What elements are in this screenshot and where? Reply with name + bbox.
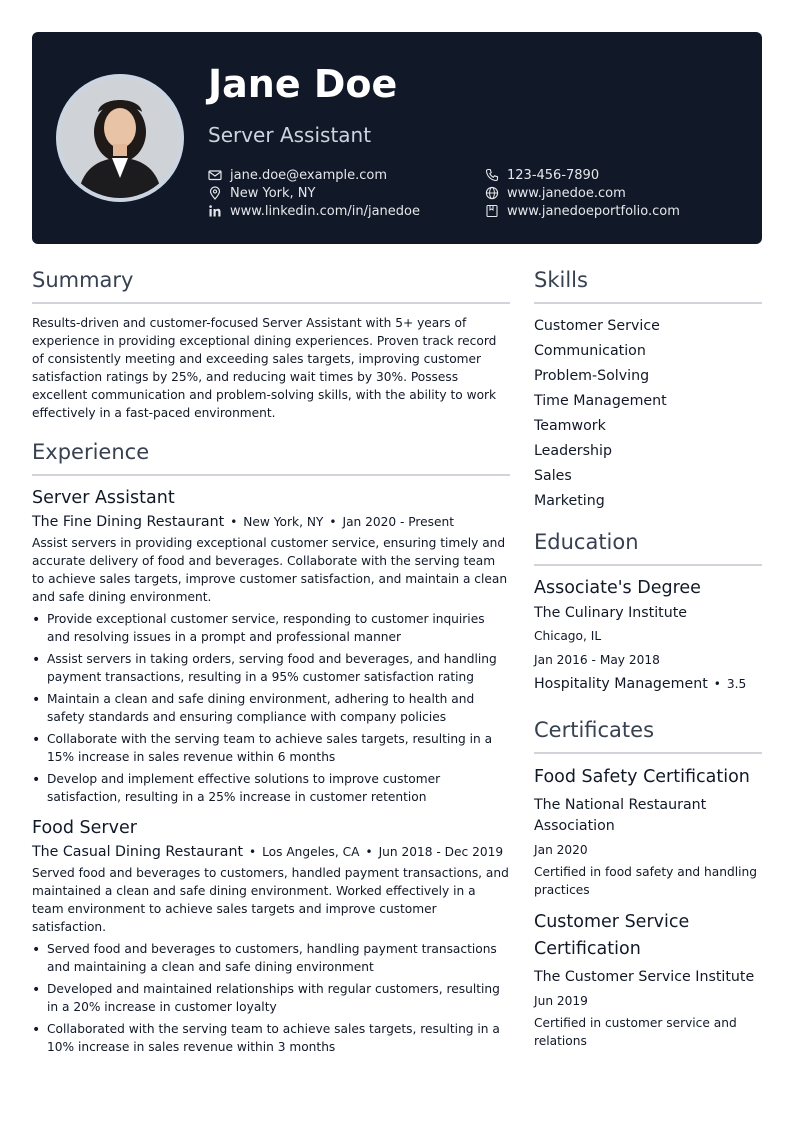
job-entry <box>32 818 510 1056</box>
contact-column-left <box>208 166 420 220</box>
education-gpa: 3.5 <box>726 677 747 691</box>
education-heading: Education <box>534 530 762 566</box>
list-item: • Collaborate with the serving team to achieve sales targets, resulting in a 15% increase in sales revenue within 6 months <box>32 730 510 766</box>
email-text[interactable]: jane.doe@example.com <box>230 167 388 183</box>
list-item: • Maintain a clean and safe dining environment, adhering to health and safety standards and ensuring compliance with company policies <box>32 690 510 726</box>
certificate-org: The National Restaurant Association <box>534 797 707 834</box>
location-text: New York, NY <box>230 185 316 201</box>
resume-header <box>32 32 762 244</box>
profile-photo-image <box>60 78 180 198</box>
job-meta <box>32 514 510 530</box>
certificate-date: Jun 2019 <box>534 994 588 1008</box>
globe-icon <box>485 186 499 200</box>
candidate-role: Server Assistant <box>208 123 372 147</box>
education-field-line <box>534 672 762 696</box>
job-entry <box>32 488 510 806</box>
education-degree: Associate's Degree <box>534 578 701 598</box>
job-title: Food Server <box>32 818 137 838</box>
list-item: • Provide exceptional customer service, responding to customer inquiries and resolving issues in a prompt and professional manner <box>32 610 510 646</box>
job-company: The Fine Dining Restaurant <box>32 514 225 530</box>
list-item: • Develop and implement effective solutions to improve customer satisfaction, resulting in a 25% increase in customer retention <box>32 770 510 806</box>
list-item: • Served food and beverages to customers, handling payment transactions and maintaining a clean and safe dining environment <box>32 940 510 976</box>
certificate-name: Food Safety Certification <box>534 767 750 787</box>
job-bullets <box>32 940 510 1056</box>
skill-item: Problem-Solving <box>534 368 650 384</box>
summary-text: Results-driven and customer-focused Server Assistant with 5+ years of experience in providing exceptional dining experiences. Proven track record of consistently meeting and exceeding sales targets, improving customer satisfaction ratings by 25%, and reducing wait times by 30%. Possess excellent communication and problem-solving skills, with the ability to work effectively in a fast-paced environment. <box>32 316 497 420</box>
job-description: Assist servers in providing exceptional customer service, ensuring timely and accurate delivery of food and beverages. Collaborate with the serving team to achieve sales targets, improve customer satisfaction, and maintain a clean and safe dining environment. <box>32 536 508 604</box>
certificate-entry <box>534 909 762 1050</box>
list-item: • Developed and maintained relationships with regular customers, resulting in a 20% increase in customer loyalty <box>32 980 510 1016</box>
portfolio-icon <box>485 204 499 218</box>
certificate-date: Jan 2020 <box>534 843 588 857</box>
skill-item: Leadership <box>534 443 612 459</box>
education-location: Chicago, IL <box>534 629 602 643</box>
phone-text[interactable]: 123-456-7890 <box>507 167 600 183</box>
summary-heading: Summary <box>32 268 510 304</box>
map-pin-icon <box>208 186 222 200</box>
website-text[interactable]: www.janedoe.com <box>507 185 626 201</box>
contact-phone[interactable] <box>485 166 680 184</box>
skills-list <box>534 314 762 514</box>
contact-location <box>208 184 420 202</box>
certificate-name: Customer Service Certification <box>534 912 690 959</box>
skill-item: Sales <box>534 468 572 484</box>
certificate-org: The Customer Service Institute <box>534 969 755 985</box>
certificate-desc: Certified in customer service and relations <box>534 1016 737 1048</box>
job-location: Los Angeles, CA <box>262 845 360 859</box>
job-company: The Casual Dining Restaurant <box>32 844 244 860</box>
separator-dot: • <box>230 515 238 529</box>
experience-heading: Experience <box>32 440 510 476</box>
candidate-name: Jane Doe <box>208 62 398 106</box>
list-item: • Collaborated with the serving team to achieve sales targets, resulting in a 10% increase in sales revenue within 3 months <box>32 1020 510 1056</box>
education-school: The Culinary Institute <box>534 605 688 621</box>
job-dates: Jan 2020 - Present <box>342 515 455 529</box>
contact-portfolio[interactable] <box>485 202 680 220</box>
side-column <box>534 268 762 1050</box>
skill-item: Marketing <box>534 493 605 509</box>
skills-heading: Skills <box>534 268 762 304</box>
skill-item: Time Management <box>534 393 667 409</box>
separator-dot: • <box>713 677 721 691</box>
linkedin-text[interactable]: www.linkedin.com/in/janedoe <box>230 203 420 219</box>
contact-linkedin[interactable] <box>208 202 420 220</box>
job-dates: Jun 2018 - Dec 2019 <box>378 845 504 859</box>
separator-dot: • <box>365 845 373 859</box>
mail-icon <box>208 168 222 182</box>
certificate-desc: Certified in food safety and handling practices <box>534 865 757 897</box>
linkedin-icon <box>208 204 222 218</box>
education-field: Hospitality Management <box>534 676 708 692</box>
education-dates: Jan 2016 - May 2018 <box>534 653 660 667</box>
skill-item: Teamwork <box>534 418 606 434</box>
profile-photo <box>56 74 184 202</box>
skill-item: Communication <box>534 343 646 359</box>
job-description: Served food and beverages to customers, handled payment transactions, and maintained a clean and safe dining environment. Worked effectively in a team environment to achieve sales targets and improve customer satisfaction. <box>32 866 509 934</box>
job-meta <box>32 844 510 860</box>
certificates-heading: Certificates <box>534 718 762 754</box>
separator-dot: • <box>329 515 337 529</box>
education-entry <box>534 578 762 696</box>
job-location: New York, NY <box>243 515 324 529</box>
job-bullets <box>32 610 510 806</box>
job-title: Server Assistant <box>32 488 175 508</box>
contact-column-right <box>485 166 680 220</box>
separator-dot: • <box>249 845 257 859</box>
contact-website[interactable] <box>485 184 680 202</box>
skill-item: Customer Service <box>534 318 660 334</box>
portfolio-text[interactable]: www.janedoeportfolio.com <box>507 203 680 219</box>
contact-email[interactable] <box>208 166 420 184</box>
list-item: • Assist servers in taking orders, serving food and beverages, and handling payment transactions, resulting in a 95% customer satisfaction rating <box>32 650 510 686</box>
main-column <box>32 268 510 1060</box>
phone-icon <box>485 168 499 182</box>
certificate-entry <box>534 764 762 899</box>
